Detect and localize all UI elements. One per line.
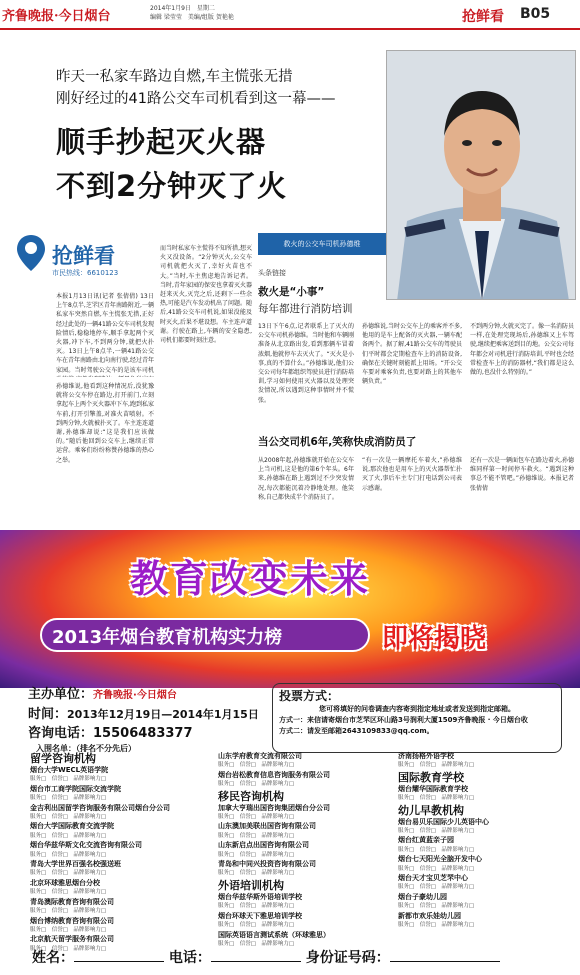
entry-organization: 烟台七天阳光全脑开发中心 (398, 855, 482, 864)
article-column-3: 而当时私家车主慌得不知所措,想灭火又没设备。“2分钟灭火,公交车司机就把火灭了,幸好火苗也不大。”当时,车主焦虑地告诉记者。当时,青年家园的保安也拿着灭火器赶来灭火,灭完之后,还剩下一些余热,可能是汽车发动机出了问题。随后,41路公交车司机说,如果没能及时灭火,后果不堪设想。车主连声道谢。行驶在路上,车辆的安全隐患,司机们都要时刻注意。 (160, 245, 252, 345)
entry-organization: 烟台天才宝贝芝罘中心 (398, 874, 468, 883)
entry-rating-checkboxes[interactable]: 服务□ 信誉□ 品牌影响力□ (218, 832, 295, 839)
headline-line-2: 不到2分钟灭了火 (56, 169, 288, 203)
kicker-line-2: 刚好经过的41路公交车司机看到这一幕—— (56, 91, 336, 107)
entries-label: 入围名单：（排名不分先后） (36, 744, 136, 753)
phone-field[interactable] (211, 948, 301, 962)
entry-list-column-2 (218, 752, 398, 949)
entry-organization: 烟台易贝乐国际少儿英语中心 (398, 817, 489, 826)
entry-rating-checkboxes[interactable]: 服务□ 信誉□ 品牌影响力□ (218, 922, 295, 929)
entry-organization: 烟台红黄蓝亲子园 (398, 836, 454, 845)
entry-rating-checkboxes[interactable]: 服务□ 信誉□ 品牌影响力□ (30, 832, 107, 839)
entry-rating-checkboxes[interactable]: 服务□ 信誉□ 品牌影响力□ (30, 776, 107, 783)
issue-date: 2014年1月9日 星期二 (150, 5, 215, 12)
entry-rating-checkboxes[interactable]: 服务□ 信誉□ 品牌影响力□ (218, 781, 295, 788)
organizer-name: 齐鲁晚报·今日烟台 (93, 690, 177, 701)
article-column-5: 孙德维说,当时公交车上的乘客并不多,他用的是车上配备的灭火器,一辆车配备两个。据了解,41路公交车的驾驶员们平时都会定期检查车上的消防设备,确保在关键时刻能派上用场。“开公交车要对乘客负责,也要对路上的其他车辆负责。” (362, 323, 462, 386)
entry-rating-checkboxes[interactable]: 服务□ 信誉□ 品牌影响力□ (30, 889, 107, 896)
entry-rating-checkboxes[interactable]: 服务□ 信誉□ 品牌影响力□ (398, 828, 475, 835)
entry-category: 外语培训机构 (218, 878, 284, 892)
photo-caption: 救火的公交车司机孙德维 (258, 233, 386, 255)
entry-organization: 青岛大学世界百强名校强送班 (30, 860, 121, 869)
entry-rating-checkboxes[interactable]: 服务□ 信誉□ 品牌影响力□ (30, 814, 107, 821)
editor-credit: 编辑 梁莹莹 美编/组版 贺艳艳 (150, 14, 234, 21)
entry-rating-checkboxes[interactable]: 服务□ 信誉□ 品牌影响力□ (398, 884, 475, 891)
entry-organization: 烟台华兹华斯文化交流咨询有限公司 (30, 841, 142, 850)
page-number: B05 (520, 6, 551, 22)
entry-organization: 烟台大学WECL英语学院 (30, 766, 109, 774)
article-column-7: 从2008年起,孙德维就开始在公交车上当司机,这是他的第6个年头。6年来,孙德维在路上遇到过不少突发情况,每次都能沉着冷静地处理。他笑称,自己都快成半个消防员了。 (258, 457, 354, 501)
entry-rating-checkboxes[interactable]: 服务□ 信誉□ 品牌影响力□ (218, 814, 295, 821)
article-column-1: 本报1月13日讯(记者 张倩倩) 13日上午8点半,芝罘区青年南路附近,一辆私家车突然自燃,车主慌张无措,正好经过此处的一辆41路公交车司机发现险情后,稳稳地停车,顺手拿起两个灭火器,冲下车,不到两分钟,就把火扑灭。13日上午8点半,一辆41路公交车在青年南路由北向南行驶,经过青年家园。当时驾驶公交车的是该车司机 (56, 293, 154, 374)
entry-organization: 烟台市工商学院国际交流学院 (30, 784, 121, 793)
phone-field-label: 电话： (168, 950, 211, 966)
newspaper-logo: 齐鲁晚报·今日烟台 (2, 9, 111, 24)
entry-organization: 烟台华兹华斯外语培训学校 (218, 892, 302, 901)
entry-rating-checkboxes[interactable]: 服务□ 信誉□ 品牌影响力□ (398, 865, 475, 872)
name-field-label: 姓名： (32, 950, 74, 966)
section-name: 抢鲜看 (462, 9, 504, 25)
article-kicker (56, 66, 386, 110)
driver-photo (386, 50, 576, 300)
entry-rating-checkboxes[interactable]: 服务□ 信誉□ 品牌影响力□ (30, 926, 107, 933)
entry-rating-checkboxes[interactable]: 服务□ 信誉□ 品牌影响力□ (398, 762, 475, 769)
entry-list-column-3 (398, 752, 576, 931)
organizer-row (28, 685, 278, 705)
masthead (0, 0, 580, 30)
badge-hotline: 市民热线：6610123 (52, 269, 119, 277)
entry-list-column-1 (30, 752, 220, 954)
entry-rating-checkboxes[interactable]: 服务□ 信誉□ 品牌影响力□ (30, 908, 107, 915)
entry-rating-checkboxes[interactable]: 服务□ 信誉□ 品牌影响力□ (218, 940, 295, 947)
entry-organization: 新都市欢乐娃幼儿园 (398, 911, 461, 920)
sub-label: 头条链接 (258, 269, 286, 277)
ad-title: 教育改变未来 (130, 557, 371, 601)
entry-organization: 北京航天留学服务有限公司 (30, 935, 114, 944)
time-row (28, 705, 278, 724)
entry-organization: 烟台子豪幼儿园 (398, 892, 447, 901)
entry-organization: 青岛澳际教育咨询有限公司 (30, 897, 114, 906)
entry-organization: 烟台环球天下雅思培训学校 (218, 911, 302, 920)
vote-method-1: 方式一：来信请寄烟台市芝罘区环山路3号润利大厦1509齐鲁晚报 · 今日烟台收 (279, 716, 528, 724)
entry-organization: 北京环球雅思烟台分校 (30, 878, 100, 887)
signup-line (0, 942, 580, 975)
entry-rating-checkboxes[interactable]: 服务□ 信誉□ 品牌影响力□ (30, 795, 107, 802)
location-pin-icon (16, 234, 46, 272)
entry-rating-checkboxes[interactable]: 服务□ 信誉□ 品牌影响力□ (30, 945, 107, 952)
entry-rating-checkboxes[interactable]: 服务□ 信誉□ 品牌影响力□ (398, 795, 475, 802)
vote-title: 投票方式： (279, 689, 340, 703)
entry-category: 幼儿早教机构 (398, 803, 464, 817)
sub-title-3: 当公交司机6年,笑称快成消防员了 (258, 436, 417, 448)
driver-portrait-illustration (387, 51, 576, 300)
headline-line-1: 顺手抄起灭火器 (56, 125, 267, 159)
phone-number: 15506483377 (93, 726, 193, 741)
entry-rating-checkboxes[interactable]: 服务□ 信誉□ 品牌影响力□ (398, 922, 475, 929)
masthead-meta (150, 4, 290, 22)
article-column-2: 孙德维说,他看到这种情况后,没犹豫就将公交车停在路边,打开前门,立刻拿起车上两个灭火器冲下车,跑到私家车前,打开引擎盖,对准火苗喷射。不到两分钟,火就被扑灭了。车主连连道谢,孙德维却说:“这是我们应该做的。”随后他回到公交车上,继续正常运营。乘客们纷纷称赞孙德维的热心之举。 (56, 383, 154, 464)
entry-organization: 烟台耀华国际教育学校 (398, 784, 468, 793)
entry-organization: 山东新启点出国咨询有限公司 (218, 841, 309, 850)
entry-category: 移民咨询机构 (218, 789, 284, 803)
entry-organization: 烟台岩松教育信息咨询服务有限公司 (218, 770, 330, 779)
entry-rating-checkboxes[interactable]: 服务□ 信誉□ 品牌影响力□ (30, 870, 107, 877)
entry-organization: 烟台博纳教育咨询有限公司 (30, 916, 114, 925)
vote-method-2: 方式二：请发至邮箱2643109833@qq.com。 (279, 727, 434, 735)
entry-organization: 加拿大亨瑞出国咨询集团烟台分公司 (218, 803, 330, 812)
badge-title: 抢鲜看 (52, 244, 115, 268)
entry-rating-checkboxes[interactable]: 服务□ 信誉□ 品牌影响力□ (30, 851, 107, 858)
entry-organization: 青岛和中同兴投资咨询有限公司 (218, 860, 316, 869)
article-column-4: 13日下午6点,记者联系上了灭火的公交车司机孙德维。当时他和车辆刚准备从北京路出发,看到那辆车冒着浓烟,他就停车去灭火了。“灭火是小事,真的不算什么。”孙德维说,他们公交公司每年都组织驾驶员进行消防培训,学习如何使用灭火器以及处理突发情况,所以遇到这种事情时并不慌张。 (258, 323, 354, 404)
entry-organization: 国际英语语言测试系统（环球雅思） (218, 930, 330, 939)
ad-ribbon-text: 2013年烟台教育机构实力榜 (52, 627, 283, 648)
entry-rating-checkboxes[interactable]: 服务□ 信誉□ 品牌影响力□ (398, 846, 475, 853)
id-field-label: 身份证号码： (305, 950, 390, 966)
kicker-line-1: 昨天一私家车路边自燃,车主慌张无措 (56, 69, 293, 85)
entry-category: 留学咨询机构 (30, 752, 96, 765)
entry-organization: 山东澳加美联出国咨询有限公司 (218, 822, 316, 831)
vote-intro: 您可将填好的问卷调查内容寄到指定地址或者发送到指定邮箱。 (319, 705, 515, 713)
vote-box (272, 683, 562, 753)
entry-rating-checkboxes[interactable]: 服务□ 信誉□ 品牌影响力□ (218, 851, 295, 858)
entry-rating-checkboxes[interactable]: 服务□ 信誉□ 品牌影响力□ (398, 903, 475, 910)
phone-row (28, 724, 278, 743)
entry-category: 国际教育学校 (398, 770, 464, 784)
article-column-6: 不到两分钟,火就灭完了。像一名消防员一样,在处理完现场后,孙德维又上车驾驶,继续把乘客送到目的地。公交公司每年都会对司机进行消防培训,平时也会经常检查车上的消防器材,“我们都是这么做的,也没什么特别的。” (470, 323, 574, 377)
entry-rating-checkboxes[interactable]: 服务□ 信誉□ 品牌影响力□ (218, 762, 295, 769)
education-advertisement (0, 530, 580, 975)
section-badge (14, 232, 139, 282)
phone-label: 咨询电话： (28, 726, 94, 741)
entry-organization: 山东学府教育交流有限公司 (218, 752, 302, 760)
sub-title-1: 救火是“小事” (258, 286, 325, 298)
organizer-label: 主办单位： (28, 687, 94, 702)
id-field[interactable] (390, 948, 500, 962)
entry-organization: 烟台大学国际教育交流学院 (30, 822, 114, 831)
article-headline (56, 120, 386, 208)
sub-title-2: 每年都进行消防培训 (258, 303, 353, 315)
entry-organization: 济南扬格外语学校 (398, 752, 454, 760)
entry-rating-checkboxes[interactable]: 服务□ 信誉□ 品牌影响力□ (218, 903, 295, 910)
entry-organization: 金吉利出国留学咨询服务有限公司烟台分公司 (30, 803, 170, 812)
article-column-8: “有一次是一辆摩托车着火,”孙德维说,那次他也是用车上的灭火器帮忙扑灭了火,事后车主专门打电话到公司表示感谢。 (362, 457, 462, 492)
time-label: 时间： (28, 707, 68, 722)
name-field[interactable] (74, 948, 164, 962)
article-column-9: 还有一次是一辆面包车在路边着火,孙德维同样第一时间停车救火。“遇到这种事总不能不管吧。”孙德维说。本报记者 张倩倩 (470, 457, 574, 492)
ad-info-block (28, 685, 278, 754)
time-range: 2013年12月19日—2014年1月15日 (67, 708, 259, 721)
entry-rating-checkboxes[interactable]: 服务□ 信誉□ 品牌影响力□ (218, 870, 295, 877)
ad-ribbon-tail: 即将揭晓 (382, 624, 487, 654)
